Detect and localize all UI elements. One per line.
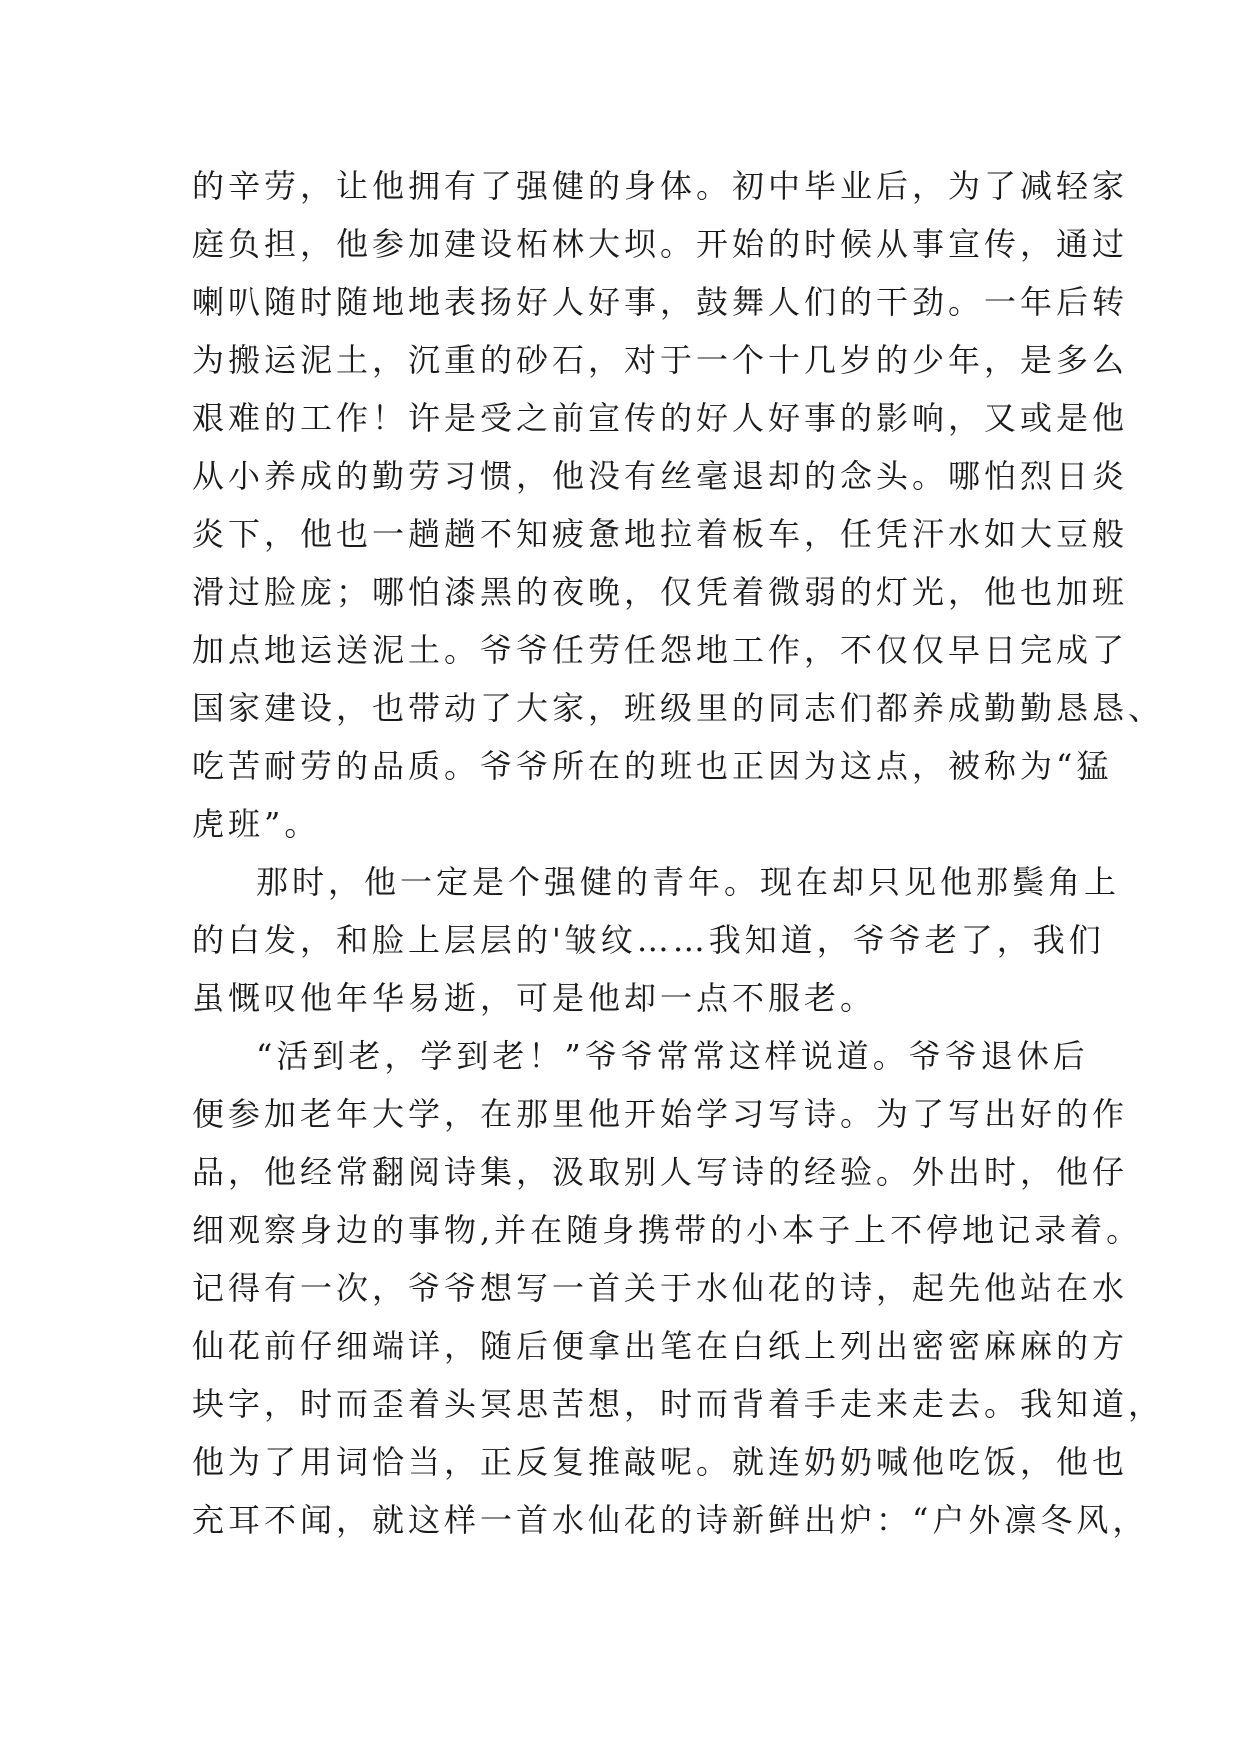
text-line: 他为了用词恰当，正反复推敲呢。就连奶奶喊他吃饭，他也: [192, 1443, 1129, 1481]
text-line: 滑过脸庞；哪怕漆黑的夜晚，仅凭着微弱的灯光，他也加班: [192, 573, 1129, 611]
text-line: 便参加老年大学，在那里他开始学习写诗。为了写出好的作: [192, 1095, 1129, 1133]
essay-body: [192, 157, 1165, 1549]
text-line: 庭负担，他参加建设柘林大坝。开始的时候从事宣传，通过: [192, 225, 1129, 263]
text-line: 吃苦耐劳的品质。爷爷所在的班也正因为这点，被称为“猛: [192, 747, 1113, 785]
text-line: 虽慨叹他年华易逝，可是他却一点不服老。: [192, 979, 877, 1017]
text-line: 虎班”。: [192, 805, 321, 843]
text-line: 细观察身边的事物,并在随身携带的小本子上不停地记录着。: [192, 1211, 1143, 1249]
text-line: 为搬运泥土，沉重的砂石，对于一个十几岁的少年，是多么: [192, 341, 1129, 379]
text-line: 的辛劳，让他拥有了强健的身体。初中毕业后，为了减轻家: [192, 167, 1129, 205]
text-line: 的白发，和脸上层层的'皱纹……我知道，爷爷老了，我们: [192, 921, 1105, 959]
text-line: 从小养成的勤劳习惯，他没有丝毫退却的念头。哪怕烈日炎: [192, 457, 1129, 495]
text-line: 品，他经常翻阅诗集，汲取别人写诗的经验。外出时，他仔: [192, 1153, 1129, 1191]
paragraph: [192, 853, 1121, 1027]
text-line: 加点地运送泥土。爷爷任劳任怨地工作，不仅仅早日完成了: [192, 631, 1129, 669]
text-line: 那时，他一定是个强健的青年。现在却只见他那鬓角上: [256, 863, 1121, 901]
text-line: 国家建设，也带动了大家，班级里的同志们都养成勤勤恳恳、: [192, 689, 1165, 727]
text-line: 炎下，他也一趟趟不知疲惫地拉着板车，任凭汗水如大豆般: [192, 515, 1129, 553]
text-line: 艰难的工作！许是受之前宣传的好人好事的影响，又或是他: [192, 399, 1129, 437]
paragraph: [192, 1027, 1165, 1549]
text-line: 仙花前仔细端详，随后便拿出笔在白纸上列出密密麻麻的方: [192, 1327, 1129, 1365]
text-line: 记得有一次，爷爷想写一首关于水仙花的诗，起先他站在水: [192, 1269, 1129, 1307]
text-line: 喇叭随时随地地表扬好人好事，鼓舞人们的干劲。一年后转: [192, 283, 1129, 321]
text-line: 充耳不闻，就这样一首水仙花的诗新鲜出炉：“户外凛冬风，: [192, 1501, 1149, 1539]
text-line: 块字，时而歪着头冥思苦想，时而背着手走来走去。我知道，: [192, 1385, 1165, 1423]
paragraph: [192, 157, 1165, 853]
text-line: “活到老，学到老！”爷爷常常这样说道。爷爷退休后: [256, 1037, 1089, 1075]
